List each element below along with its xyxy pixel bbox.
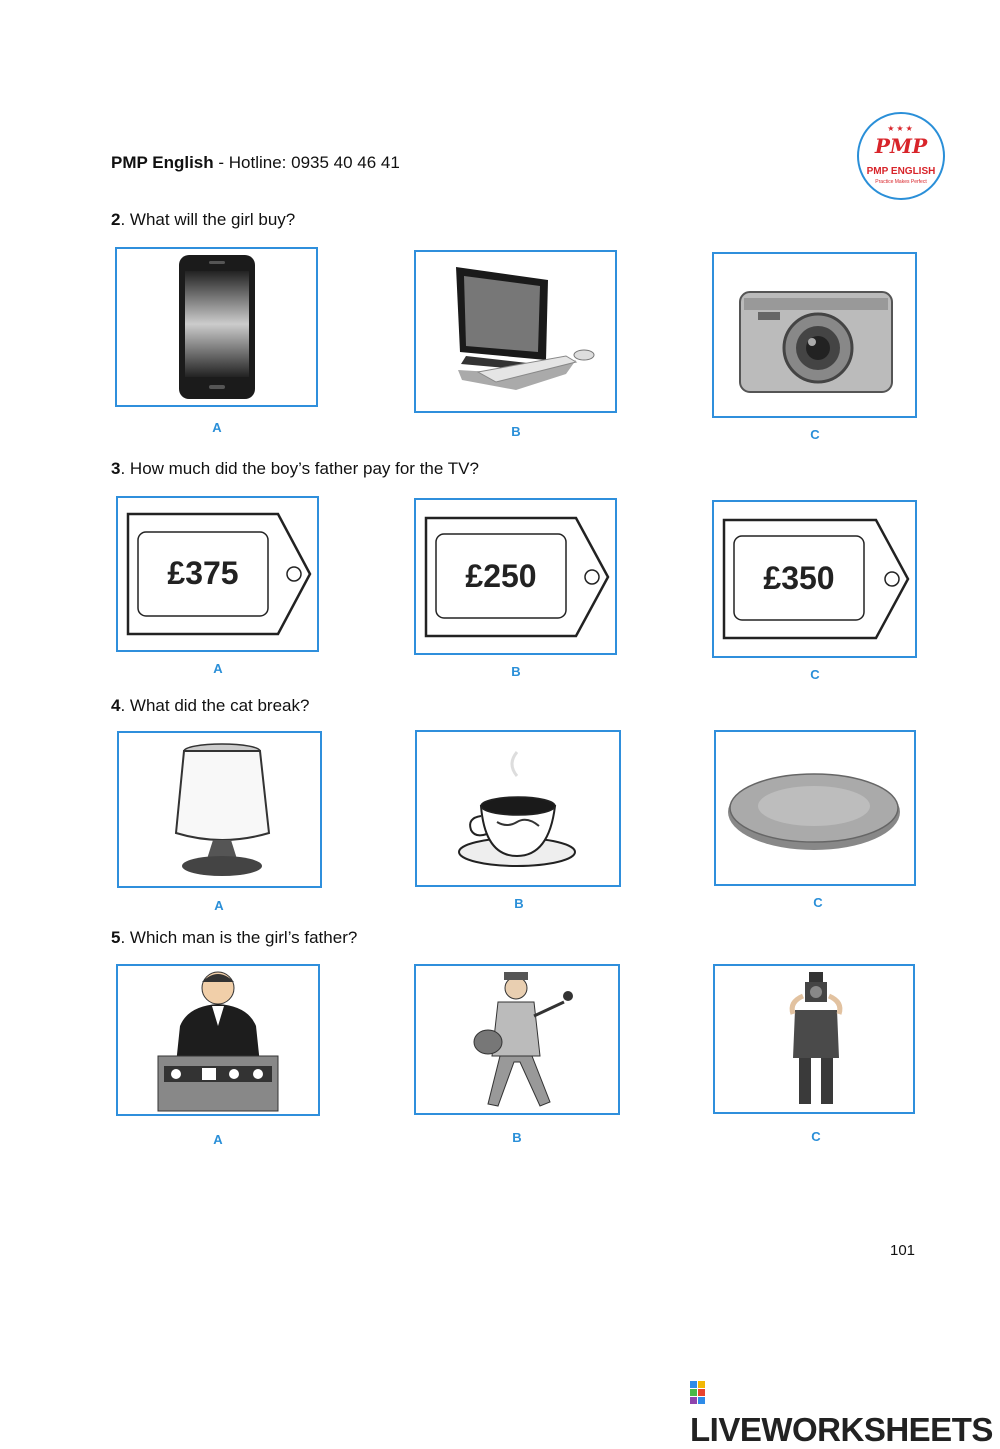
option-letter: A [214, 898, 224, 913]
question-number: 5 [111, 928, 121, 947]
question-3-title [111, 459, 479, 479]
photographer-icon [715, 966, 913, 1112]
option-letter: C [813, 895, 823, 910]
price-tag-icon [118, 498, 317, 650]
question-2-title [111, 210, 295, 230]
option-5b-picture[interactable] [414, 964, 620, 1115]
option-letter: A [213, 1132, 223, 1147]
option-4b-picture[interactable] [415, 730, 621, 887]
desktop-computer-icon [416, 252, 615, 411]
question-number: 4 [111, 696, 121, 715]
lamp-icon [119, 733, 320, 886]
option-letter: A [213, 661, 223, 676]
question-4-title [111, 696, 309, 716]
option-2a-picture[interactable] [115, 247, 318, 407]
option-2c-picture[interactable] [712, 252, 917, 418]
price-tag-icon [714, 502, 915, 656]
page-number: 101 [890, 1242, 916, 1259]
option-2b-picture[interactable] [414, 250, 617, 413]
option-3c-picture[interactable] [712, 500, 917, 658]
option-letter: B [512, 1130, 522, 1145]
stars-icon: ★★★ [887, 124, 915, 133]
price-tag-icon [416, 500, 615, 653]
digital-camera-icon [714, 254, 915, 416]
option-letter: B [511, 424, 521, 439]
option-letter: B [511, 664, 521, 679]
smartphone-icon [117, 249, 316, 405]
option-4a-picture[interactable] [117, 731, 322, 888]
price-label: £375 [167, 555, 239, 591]
price-label: £250 [465, 558, 537, 594]
coffee-cup-icon [417, 732, 619, 885]
question-text: . What will the girl buy? [120, 210, 296, 229]
hotline-text: - Hotline: 0935 40 46 41 [213, 153, 400, 172]
logo-name: PMP ENGLISH [866, 166, 936, 177]
price-label: £350 [763, 560, 835, 596]
brand-name: PMP English [111, 153, 214, 172]
logo-tagline: Practice Makes Perfect [875, 179, 927, 185]
option-3a-picture[interactable] [116, 496, 319, 652]
liveworksheets-text: LIVEWORKSHEETS [690, 1411, 993, 1448]
option-letter: C [811, 1129, 821, 1144]
option-letter: C [810, 667, 820, 682]
page-header [111, 153, 400, 173]
question-5-title [111, 928, 357, 948]
option-4c-picture[interactable] [714, 730, 916, 886]
option-3b-picture[interactable] [414, 498, 617, 655]
plate-icon [716, 732, 914, 884]
option-letter: B [514, 896, 524, 911]
camera-shop-seller-icon [118, 966, 318, 1114]
question-text: . What did the cat break? [120, 696, 310, 715]
reporter-icon [416, 966, 618, 1113]
liveworksheets-brand [690, 1373, 1000, 1449]
question-text: . Which man is the girl’s father? [120, 928, 358, 947]
option-letter: C [810, 427, 820, 442]
option-letter: A [212, 420, 222, 435]
question-number: 3 [111, 459, 121, 478]
logo-mark: PMP [874, 134, 928, 158]
option-5a-picture[interactable] [116, 964, 320, 1116]
pmp-logo [857, 112, 945, 200]
question-text: . How much did the boy’s father pay for the TV? [120, 459, 479, 478]
liveworksheets-logo-icon [690, 1381, 714, 1405]
question-number: 2 [111, 210, 121, 229]
option-5c-picture[interactable] [713, 964, 915, 1114]
